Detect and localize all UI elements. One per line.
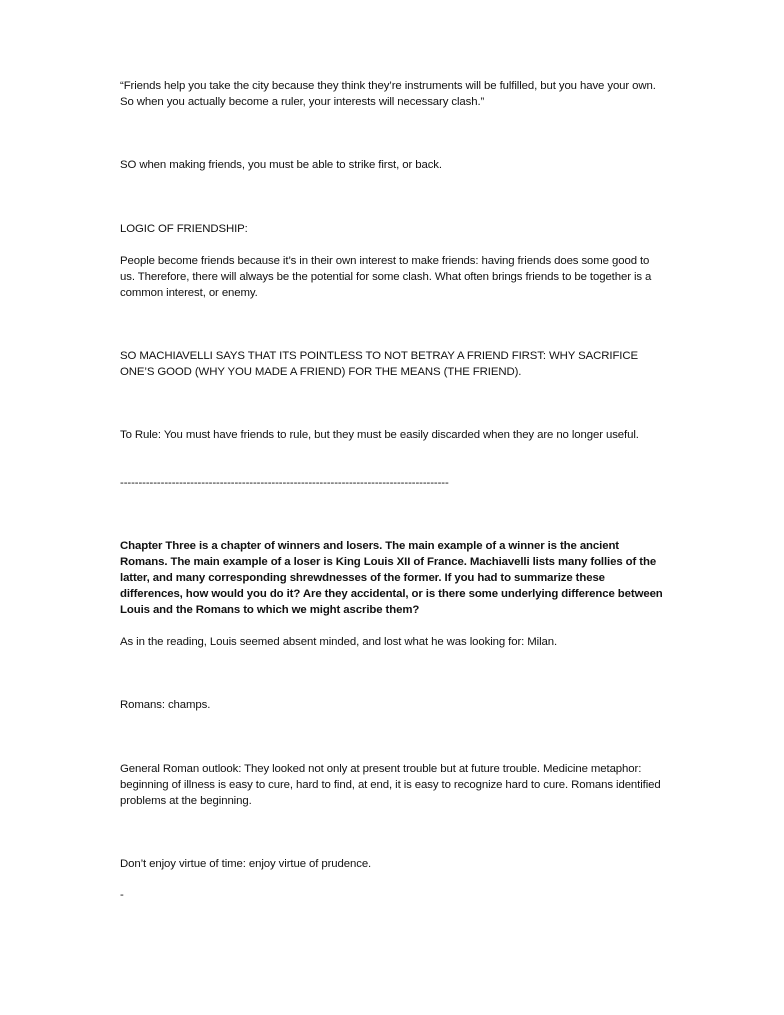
logic-of-friendship-heading: LOGIC OF FRIENDSHIP: bbox=[120, 223, 248, 235]
friendship-interest-paragraph: People become friends because it’s in their own interest to make friends: having friends does some good to us. Therefore, there will always be the potential for some clash. What often brings friends to be together is a common interest, or enemy. bbox=[120, 255, 652, 299]
to-rule-paragraph: To Rule: You must have friends to rule, but they must be easily discarded when they are no longer useful. bbox=[120, 429, 639, 441]
strike-first-paragraph: SO when making friends, you must be able to strike first, or back. bbox=[120, 159, 442, 171]
quote-paragraph: “Friends help you take the city because they think they’re instruments will be fulfilled, but you have your own. So when you actually become a ruler, your interests will necessary clash.” bbox=[120, 80, 656, 108]
machiavelli-betray-paragraph: SO MACHIAVELLI SAYS THAT ITS POINTLESS TO NOT BETRAY A FRIEND FIRST: WHY SACRIFICE ONE’S GOOD (WHY YOU MADE A FRIEND) FOR THE MEANS (THE FRIEND). bbox=[120, 350, 638, 378]
louis-milan-paragraph: As in the reading, Louis seemed absent minded, and lost what he was looking for: Milan. bbox=[120, 636, 558, 648]
romans-champs-paragraph: Romans: champs. bbox=[120, 699, 211, 711]
dashed-divider: ----------------------------------------------------------------------------------------- bbox=[120, 477, 449, 489]
roman-outlook-paragraph: General Roman outlook: They looked not only at present trouble but at future trouble. Medicine metaphor: beginning of illness is easy to cure, hard to find, at end, it is easy to recognize hard to cure. Romans identified problems at the beginning. bbox=[120, 763, 661, 807]
virtue-of-prudence-paragraph: Don’t enjoy virtue of time: enjoy virtue of prudence. bbox=[120, 858, 372, 870]
chapter-three-question: Chapter Three is a chapter of winners and losers. The main example of a winner is the ancient Romans. The main example of a loser is King Louis XII of France. Machiavelli lists many follies of the latter, and many corresponding shrewdnesses of the former. If you had to summarize these differences, how would you do it? Are they accidental, or is there some underlying difference between Louis and the Romans to which we might ascribe them? bbox=[120, 540, 663, 616]
trailing-dash: - bbox=[120, 889, 124, 901]
